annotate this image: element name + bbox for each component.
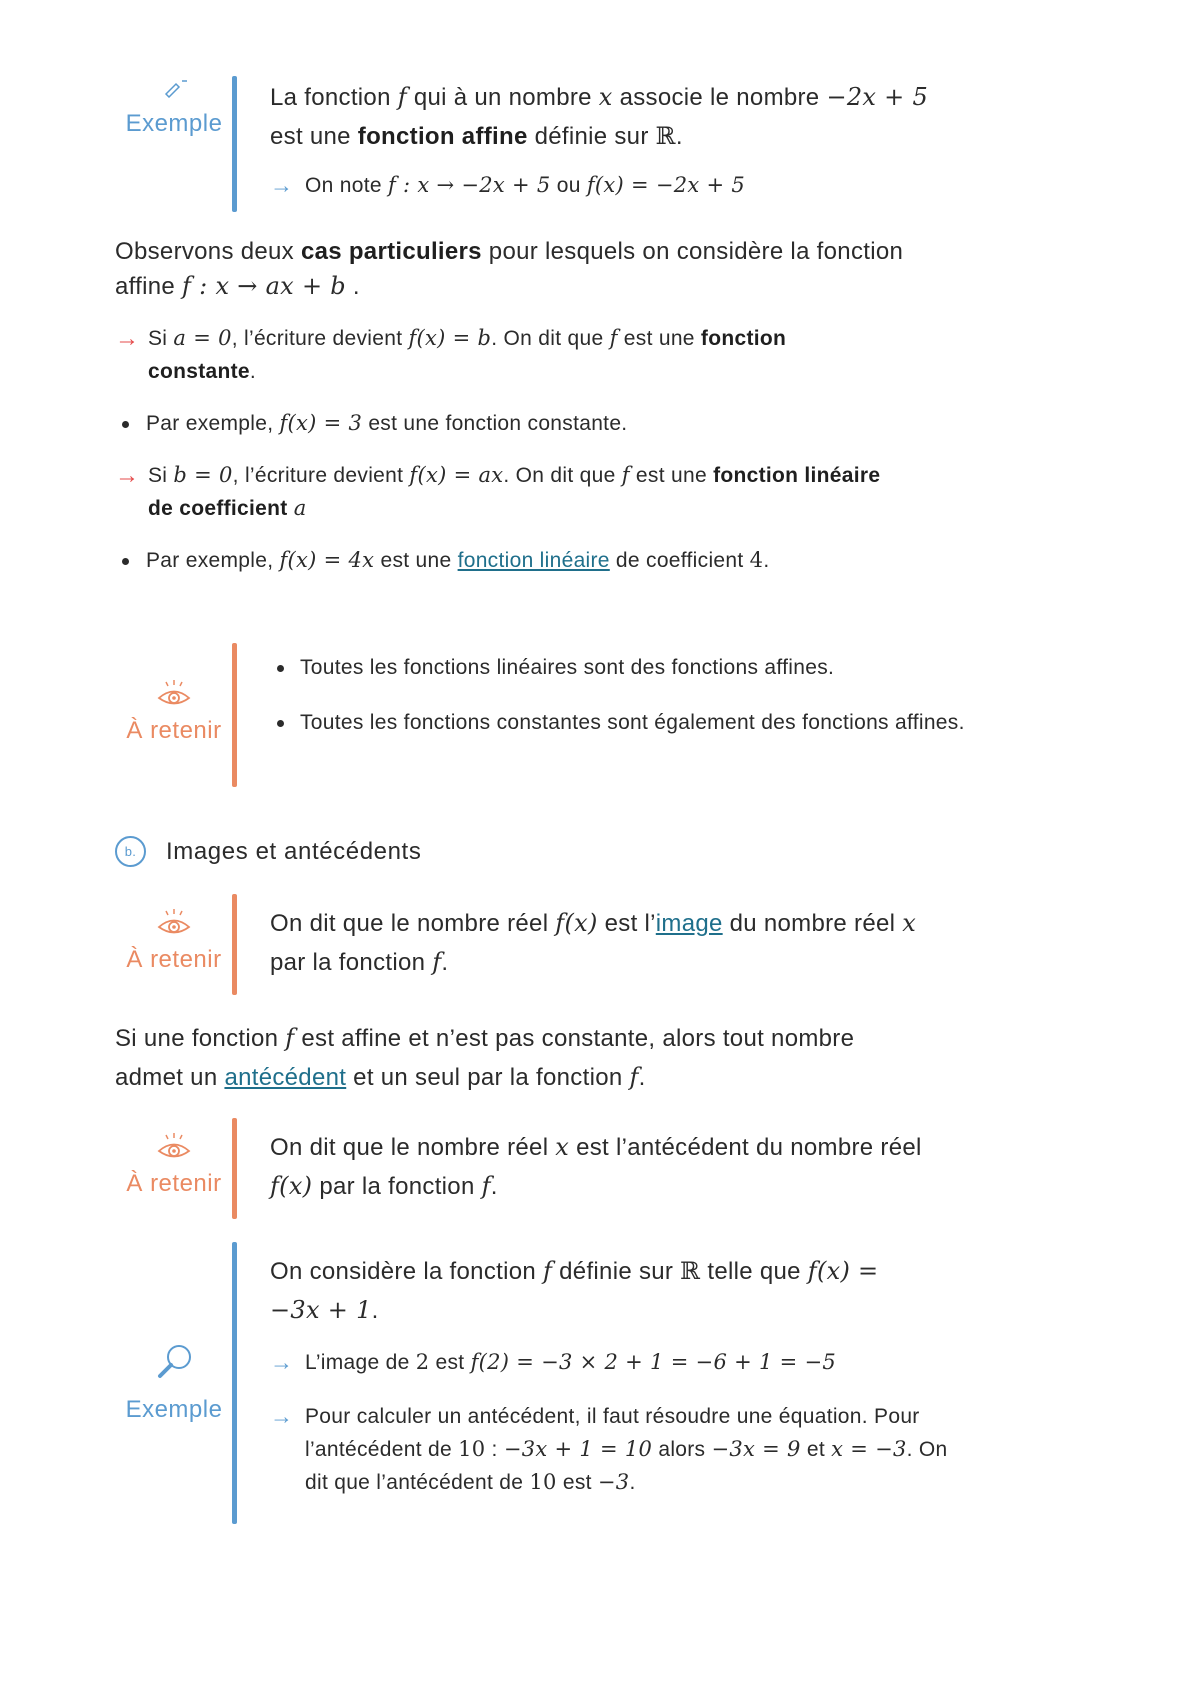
arrow-right-icon: →: [270, 172, 294, 198]
retenir-label: À retenir: [126, 717, 222, 744]
retenir-bar: [232, 1118, 237, 1219]
list-item: Toutes les fonctions linéaires sont des fonctions affines.: [270, 652, 1075, 683]
pencil-icon: [154, 76, 194, 98]
bullet-dot: [122, 421, 129, 428]
eye-icon: [154, 908, 194, 938]
retenir-content: [270, 652, 1075, 738]
retenir-bar: [232, 643, 237, 787]
retenir-label: À retenir: [126, 1170, 222, 1197]
arrow-right-icon: →: [270, 1349, 294, 1375]
eye-icon: [154, 679, 194, 709]
magnifier-icon: [152, 1340, 196, 1384]
example-image-item: → L’image de 2 est f(2) = −3 × 2 + 1 = −6 + 1 = −5: [270, 1346, 1075, 1379]
example-content: [270, 1252, 1075, 1499]
link-fonction-lineaire[interactable]: fonction linéaire: [457, 549, 610, 572]
retenir-bar: [232, 894, 237, 995]
link-image[interactable]: image: [655, 910, 723, 937]
retenir-box-1: [115, 643, 1075, 787]
section-badge: b.: [115, 836, 146, 867]
retenir-label: À retenir: [126, 946, 222, 973]
bullet-dot: [122, 558, 129, 565]
retenir-content: [270, 904, 1075, 982]
example-line-2: est une fonction affine définie sur ℝ.: [270, 122, 683, 150]
retenir-box-3: [115, 1118, 1075, 1219]
observons-paragraph: Observons deux cas particuliers pour lesquels on considère la fonction affine f : x → ax + b .: [115, 238, 904, 300]
example-content: [270, 76, 1075, 202]
retenir-text: On dit que le nombre réel x est l’antécédent du nombre réel f(x) par la fonction f.: [270, 1133, 922, 1200]
example-line-1: La fonction f qui à un nombre x associe le nombre −2x + 5: [270, 83, 929, 111]
arrow-right-icon: →: [115, 462, 140, 489]
retenir-side-3: [115, 1132, 233, 1198]
retenir-text: On dit que le nombre réel f(x) est l’image du nombre réel x par la fonction f.: [270, 909, 917, 976]
list-item: Toutes les fonctions constantes sont également des fonctions affines.: [270, 707, 1060, 738]
retenir-content: [270, 1128, 1075, 1206]
example-constant: Par exemple, f(x) = 3 est une fonction constante.: [115, 408, 1075, 439]
arrow-right-icon: →: [270, 1403, 294, 1429]
eye-icon: [154, 1132, 194, 1162]
retenir-box-2: [115, 894, 1075, 995]
example-antecedent-item: → Pour calculer un antécédent, il faut résoudre une équation. Pour l’antécédent de 10 : −3x + 1 = 10 alors −3x = 9 et x = −3. On dit que l’antécédent de 10 est −3.: [270, 1400, 1075, 1499]
example-lineaire: Par exemple, f(x) = 4x est une fonction linéaire de coefficient 4.: [115, 545, 1075, 576]
bullet-dot: [277, 720, 284, 727]
link-antecedent[interactable]: antécédent: [224, 1064, 347, 1091]
retenir-side-2: [115, 908, 233, 974]
example-side-1: [115, 76, 233, 138]
example-bar: [232, 76, 237, 212]
example-box-1: [115, 76, 1075, 212]
example-label: Exemple: [125, 110, 223, 137]
bullet-dot: [277, 665, 284, 672]
retenir-side-1: [115, 679, 233, 745]
example-note: → On note f : x → −2x + 5 ou f(x) = −2x + 5: [270, 169, 1075, 202]
section-heading: [115, 836, 715, 872]
example-side-2: [115, 1340, 233, 1424]
example-label: Exemple: [125, 1396, 223, 1423]
section-title: Images et antécédents: [166, 838, 422, 865]
arrow-right-icon: →: [115, 325, 140, 352]
case-lineaire: → Si b = 0, l’écriture devient f(x) = ax. On dit que f est une fonction linéaire de coefficient a: [115, 459, 1075, 525]
example-box-2: [115, 1242, 1075, 1524]
example-bar: [232, 1242, 237, 1524]
case-constant: → Si a = 0, l’écriture devient f(x) = b. On dit que f est une fonction constante.: [115, 322, 1075, 388]
antecedent-paragraph: Si une fonction f est affine et n’est pas constante, alors tout nombre admet un antécédent et un seul par la fonction f.: [115, 1024, 855, 1091]
example-statement: On considère la fonction f définie sur ℝ telle que f(x) = −3x + 1.: [270, 1257, 879, 1324]
